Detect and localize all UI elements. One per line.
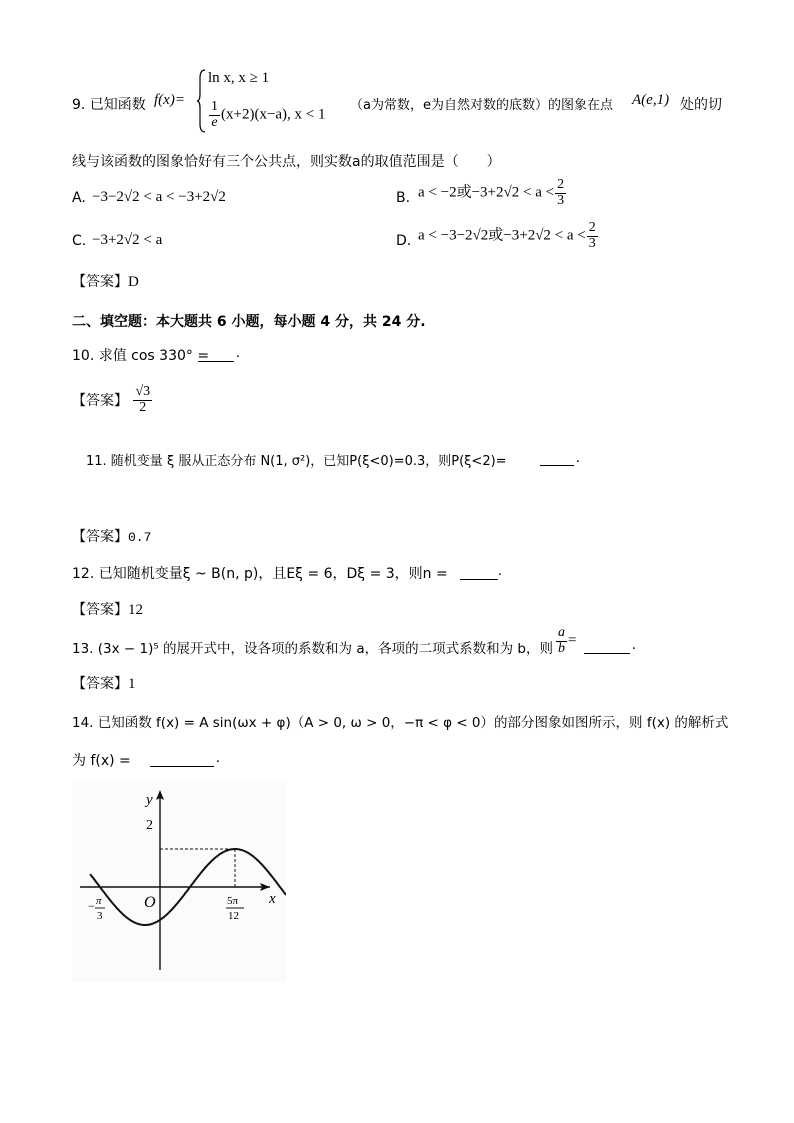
y-axis-label: y xyxy=(146,792,153,808)
graph-background xyxy=(72,780,286,982)
q9-number: 9. xyxy=(72,97,86,113)
q13-text: 13. (3x − 1)⁵ 的展开式中，设各项的系数和为 a，各项的二项式系数和为 b，则 xyxy=(72,641,553,657)
q11-answer-blank xyxy=(540,451,574,466)
q14-line2: 为 f(x) = xyxy=(72,753,131,769)
left-tick-sign: − xyxy=(88,899,95,913)
q9-answer: 【答案】D xyxy=(72,274,139,290)
peak-value-label: 2 xyxy=(146,818,153,833)
q12-tail: . xyxy=(498,563,502,579)
q9-brace xyxy=(197,68,207,134)
right-tick-denominator: 12 xyxy=(228,910,239,922)
right-tick-numerator: 5π xyxy=(227,895,239,907)
q14-answer-blank xyxy=(150,752,214,767)
q9-case2: $\frac{1}{e}$ (x+2)(x−a), x < 1 xyxy=(211,99,326,130)
q9-line2: 线与该函数的图象恰好有三个公共点，则实数a的取值范围是（ ） xyxy=(72,154,501,170)
q10-answer: 【答案】 $\frac{√3}{2}$ xyxy=(72,384,151,415)
q11-text: 11. 随机变量 ξ 服从正态分布 N(1, σ²)，已知P(ξ<0)=0.3，则P(ξ<2)= xyxy=(86,454,507,469)
q10-tail: . xyxy=(236,345,240,361)
q12-answer-blank xyxy=(460,565,498,580)
q9-stem: 已知函数 xyxy=(89,97,146,113)
left-tick-denominator: 3 xyxy=(97,910,103,922)
q9-option-d-label: D. xyxy=(396,233,412,249)
q9-option-c: −3+2√2 < a xyxy=(92,232,163,248)
q9-parenthetical: （a为常数，e为自然对数的底数）的图象在点 xyxy=(350,98,613,113)
section-2-heading: 二、填空题：本大题共 6 小题，每小题 4 分，共 24 分. xyxy=(72,314,426,330)
q9-point: A(e,1) xyxy=(632,92,670,108)
q9-option-b-label: B. xyxy=(396,190,411,206)
q9-option-b: a < −2或−3+2√2 < a < $\frac{2}{3}$ xyxy=(418,177,565,208)
q9-option-c-label: C. xyxy=(72,233,87,249)
q13-tail: . xyxy=(632,637,636,653)
q10-text: 10. 求值 cos 330° = xyxy=(72,348,210,364)
sine-graph xyxy=(72,780,286,982)
q14-tail: . xyxy=(216,750,220,766)
q9-option-a: −3−2√2 < a < −3+2√2 xyxy=(92,189,226,205)
q13-fraction: $\frac{a}{b}$ = xyxy=(558,625,577,656)
q11-tail: . xyxy=(576,450,580,466)
q9-fx: f(x)= xyxy=(154,92,185,108)
q10-answer-blank xyxy=(198,347,234,362)
q12-answer: 【答案】12 xyxy=(72,602,143,618)
q14-line1: 14. 已知函数 f(x) = A sin(ωx + φ)（A > 0, ω > 0，−π < φ < 0）的部分图象如图所示，则 f(x) 的解析式 xyxy=(72,715,729,731)
q13-answer: 【答案】1 xyxy=(72,676,136,692)
q12-text: 12. 已知随机变量ξ ~ B(n, p)，且Eξ = 6，Dξ = 3，则n = xyxy=(72,566,448,582)
q11-answer: 【答案】0.7 xyxy=(72,529,152,545)
left-tick-numerator: π xyxy=(96,895,102,907)
q9-tail: 处的切 xyxy=(680,97,722,113)
q9-option-d: a < −3−2√2或−3+2√2 < a < $\frac{2}{3}$ xyxy=(418,220,596,251)
q9-option-a-label: A. xyxy=(72,190,86,206)
x-axis-label: x xyxy=(269,891,276,907)
origin-label: O xyxy=(144,894,156,911)
q9-case1: ln x, x ≥ 1 xyxy=(208,70,270,86)
q13-answer-blank xyxy=(584,639,630,654)
